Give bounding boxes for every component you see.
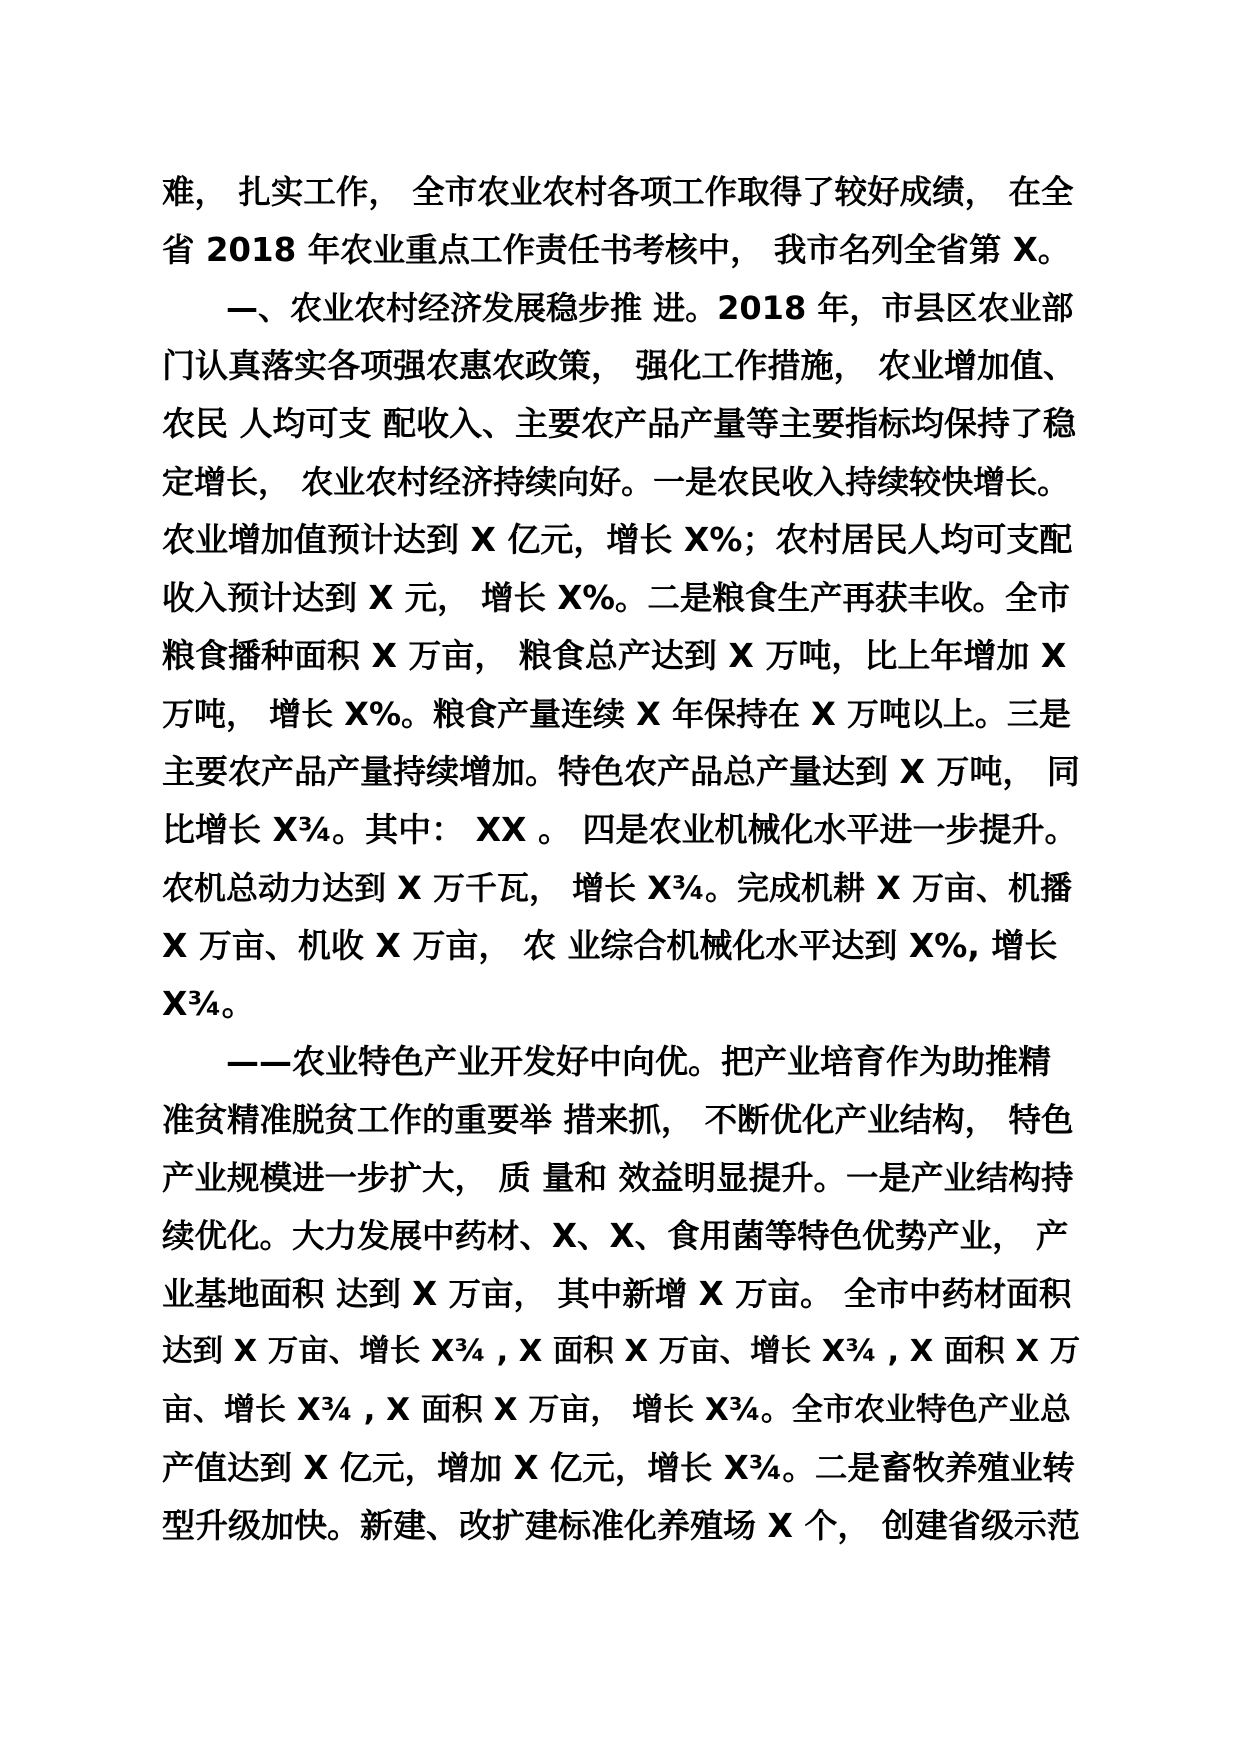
text-line: 产业规模进一步扩大， 质 量和 效益明显提升。一是产业结构持	[162, 1159, 1074, 1197]
text-line: 产值达到 X 亿元，增加 X 亿元，增长 X¾。二是畜牧养殖业转	[162, 1449, 1075, 1487]
text-line: 比增长 X¾。其中： XX 。 四是农业机械化水平进一步提升。	[162, 810, 1078, 849]
text-line: 业基地面积 达到 X 万亩， 其中新增 X 万亩。 全市中药材面积	[162, 1275, 1072, 1313]
text-line: 定增长， 农业农村经济持续向好。一是农民收入持续较快增长。	[162, 463, 1070, 501]
text-line: 达到 X 万亩、增长 X¾ , X 面积 X 万亩、增长 X¾ , X 面积 X 万	[162, 1334, 1081, 1369]
text-line: X¾。	[162, 984, 255, 1023]
text-line: —、农业农村经济发展稳步推 进。2018 年，市县区农业部	[226, 289, 1074, 327]
text-line: 亩、增长 X¾ , X 面积 X 万亩， 增长 X¾。全市农业特色产业总	[162, 1392, 1071, 1428]
text-line: 省 2018 年农业重点工作责任书考核中， 我市名列全省第 X。	[162, 231, 1071, 269]
text-line: 主要农产品产量持续增加。特色农产品总产量达到 X 万吨， 同	[162, 752, 1080, 791]
text-line: 农民 人均可支 配收入、主要农产品产量等主要指标均保持了稳	[162, 404, 1076, 443]
text-line: 农业增加值预计达到 X 亿元，增长 X%；农村居民人均可支配	[162, 520, 1073, 559]
text-line: 收入预计达到 X 元， 增长 X%。二是粮食生产再获丰收。全市	[162, 579, 1070, 617]
text-line: 门认真落实各项强农惠农政策， 强化工作措施， 农业增加值、	[162, 346, 1076, 385]
text-line: 续优化。大力发展中药材、X、X、食用菌等特色优势产业， 产	[162, 1217, 1069, 1255]
text-line: X 万亩、机收 X 万亩， 农 业综合机械化水平达到 X%, 增长	[162, 926, 1058, 965]
text-line: 万吨， 增长 X%。粮食产量连续 X 年保持在 X 万吨以上。三是	[162, 695, 1071, 733]
text-line: 粮食播种面积 X 万亩， 粮食总产达到 X 万吨，比上年增加 X	[162, 636, 1067, 675]
text-line: 准贫精准脱贫工作的重要举 措来抓， 不断优化产业结构， 特色	[162, 1101, 1074, 1139]
text-line: ——农业特色产业开发好中向优。把产业培育作为助推精	[226, 1042, 1051, 1081]
text-line: 型升级加快。新建、改扩建标准化养殖场 X 个， 创建省级示范	[162, 1506, 1080, 1545]
text-line: 难， 扎实工作， 全市农业农村各项工作取得了较好成绩， 在全	[162, 173, 1074, 211]
text-line: 农机总动力达到 X 万千瓦， 增长 X¾。完成机耕 X 万亩、机播	[162, 869, 1072, 907]
